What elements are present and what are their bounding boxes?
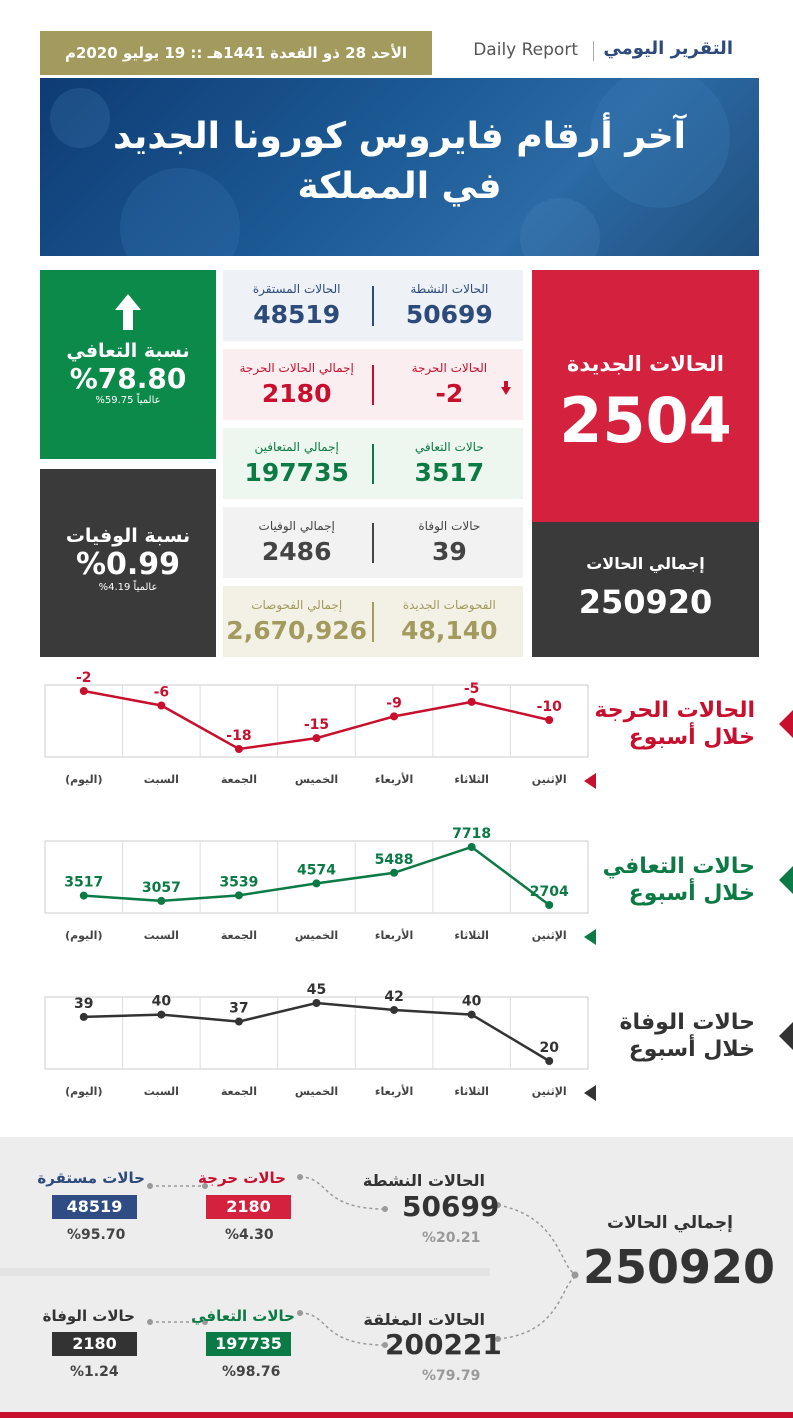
active-label: الحالات النشطة <box>410 282 489 296</box>
critical-total-label: إجمالي الحالات الحرجة <box>239 361 354 375</box>
active-value: 50699 <box>405 300 493 329</box>
divider <box>372 602 374 642</box>
data-point <box>157 1011 165 1019</box>
divider <box>372 286 374 326</box>
summary-stable-pct: %95.70 <box>67 1227 126 1243</box>
summary-recovered-value: 197735 <box>206 1332 291 1356</box>
header-divider <box>593 41 594 61</box>
section-marker-icon <box>779 1022 793 1050</box>
tick-label: الإثنين <box>531 1085 567 1098</box>
summary-stable-value: 48519 <box>52 1195 137 1219</box>
tick-label: الثلاثاء <box>454 929 489 942</box>
data-label: 45 <box>306 982 327 998</box>
data-point <box>313 999 321 1007</box>
new-cases-value: 2504 <box>559 384 732 457</box>
tick-label: الخميس <box>294 929 339 942</box>
tick-label: الخميس <box>294 773 339 786</box>
data-label: -10 <box>536 699 562 715</box>
tick-label: الأربعاء <box>374 929 414 942</box>
chart-title-line-2: خلال أسبوع <box>628 1037 755 1062</box>
data-point <box>313 879 321 887</box>
tick-label: (اليوم) <box>65 1085 103 1098</box>
tests-label: الفحوصات الجديدة <box>402 598 496 612</box>
recovered-card <box>223 428 523 499</box>
tick-label: الإثنين <box>531 929 567 942</box>
section-marker-icon <box>779 866 793 894</box>
total-cases-card <box>532 522 759 657</box>
tick-label: الجمعة <box>220 1085 257 1098</box>
data-label: -15 <box>303 717 330 734</box>
tests-value: 48,140 <box>401 616 498 645</box>
data-point <box>235 891 243 899</box>
data-label: 3539 <box>219 874 259 891</box>
new-cases-label: الحالات الجديدة <box>567 352 724 376</box>
recovery-rate-label: نسبة التعافي <box>66 340 190 362</box>
chart-title-line-1: حالات التعافي <box>602 854 755 879</box>
tick-label: الخميس <box>294 1085 339 1098</box>
stable-value: 48519 <box>253 300 341 329</box>
death-rate-global: عالمياً 4.19% <box>98 582 158 593</box>
summary-active-pct: %20.21 <box>422 1230 481 1246</box>
divider <box>372 523 374 563</box>
summary-recovered-pct: %98.76 <box>222 1364 281 1380</box>
tick-label: الثلاثاء <box>454 773 489 786</box>
data-label: 42 <box>384 988 404 1005</box>
summary-critical-label: حالات حرجة <box>198 1169 286 1187</box>
critical-label: الحالات الحرجة <box>411 361 488 375</box>
summary-total-value: 250920 <box>583 1240 776 1294</box>
chart-title <box>603 853 755 907</box>
divider <box>372 444 374 484</box>
death-rate-card <box>40 469 216 657</box>
data-label: 7718 <box>452 826 492 842</box>
data-point <box>468 1011 476 1019</box>
data-point <box>545 1057 553 1065</box>
summary-recovered-label: حالات التعافي <box>191 1307 295 1325</box>
active-stable-card <box>223 270 523 341</box>
data-label: -9 <box>386 695 402 712</box>
summary-active-label: الحالات النشطة <box>362 1171 485 1190</box>
tick-label: الجمعة <box>220 929 257 942</box>
recovered-label: حالات التعافي <box>414 440 484 454</box>
arrow-down-icon <box>501 381 511 395</box>
tick-label: (اليوم) <box>65 773 103 786</box>
summary-active-value: 50699 <box>402 1190 500 1223</box>
data-label: 40 <box>151 993 172 1010</box>
tests-total-label: إجمالي الفحوصات <box>251 598 343 612</box>
data-point <box>235 745 243 753</box>
pointer-icon <box>584 929 596 945</box>
data-point <box>468 698 476 706</box>
tick-label: السبت <box>143 773 179 786</box>
data-point <box>545 716 553 724</box>
summary-critical-pct: %4.30 <box>225 1227 274 1243</box>
report-title-en: Daily Report <box>473 40 578 60</box>
data-label: 4574 <box>297 862 336 879</box>
critical-card <box>223 349 523 420</box>
chart-title-line-1: الحالات الحرجة <box>594 698 755 723</box>
data-label: 5488 <box>374 851 414 868</box>
data-point <box>157 897 165 905</box>
data-label: 3517 <box>64 874 104 891</box>
data-label: -6 <box>153 684 170 701</box>
recovered-value: 3517 <box>414 458 485 487</box>
data-label: -2 <box>76 670 92 686</box>
banner-line-2: في المملكة <box>297 166 502 207</box>
recovered-total-label: إجمالي المتعافين <box>254 440 339 454</box>
new-cases-card <box>532 270 759 522</box>
arrow-up-icon <box>115 294 141 330</box>
critical-value: 2- <box>435 379 464 408</box>
deaths-label: حالات الوفاة <box>418 519 481 533</box>
data-point <box>235 1018 243 1026</box>
data-point <box>313 734 321 742</box>
section-marker-icon <box>779 710 793 738</box>
footer-bar <box>0 1412 793 1418</box>
tick-label: الأربعاء <box>374 1085 414 1098</box>
death-rate-value: %0.99 <box>75 547 181 582</box>
death-rate-label: نسبة الوفيات <box>65 525 191 547</box>
summary-deaths-value: 2180 <box>52 1332 137 1356</box>
tick-label: السبت <box>143 1085 179 1098</box>
deaths-value: 39 <box>431 537 467 566</box>
tests-card <box>223 586 523 657</box>
divider <box>372 365 374 405</box>
summary-stable-label: حالات مستقرة <box>37 1169 145 1187</box>
tests-total-value: 2,670,926 <box>226 616 368 645</box>
summary-deaths-pct: %1.24 <box>70 1364 119 1380</box>
data-label: 40 <box>461 993 482 1010</box>
deaths-total-value: 2486 <box>261 537 332 566</box>
data-point <box>80 1013 88 1021</box>
date-text: الأحد 28 ذو القعدة 1441هـ :: 19 يوليو 2020م <box>64 44 408 62</box>
report-title-ar: التقرير اليومي <box>603 38 733 59</box>
chart-title <box>619 1009 755 1063</box>
data-point <box>468 843 476 851</box>
summary-closed-pct: %79.79 <box>422 1368 481 1384</box>
tick-label: الثلاثاء <box>454 1085 489 1098</box>
data-label: 3057 <box>141 879 181 896</box>
summary-total-label: إجمالي الحالات <box>607 1213 733 1233</box>
summary-critical-value: 2180 <box>206 1195 291 1219</box>
date-bar <box>40 31 432 75</box>
pointer-icon <box>584 1085 596 1101</box>
total-cases-value: 250920 <box>578 583 713 621</box>
data-point <box>80 687 88 695</box>
banner <box>40 78 759 256</box>
recovered-total-value: 197735 <box>244 458 349 487</box>
data-label: -18 <box>226 728 252 744</box>
tick-label: (اليوم) <box>65 929 103 942</box>
critical-total-value: 2180 <box>261 379 332 408</box>
deaths-total-label: إجمالي الوفيات <box>258 519 335 533</box>
chart-title <box>594 697 755 751</box>
recovery-rate-value: %78.80 <box>69 362 187 395</box>
recovery-rate-global: عالمياً 59.75% <box>95 395 161 406</box>
summary-closed-label: الحالات المغلقة <box>363 1310 485 1329</box>
plot-frame <box>45 997 588 1069</box>
data-label: 2704 <box>529 884 569 900</box>
pointer-icon <box>584 773 596 789</box>
data-point <box>545 901 553 909</box>
data-point <box>80 892 88 900</box>
total-cases-label: إجمالي الحالات <box>586 554 705 573</box>
tick-label: السبت <box>143 929 179 942</box>
data-point <box>157 702 165 710</box>
summary-closed-value: 200221 <box>385 1328 502 1361</box>
data-point <box>390 712 398 720</box>
recovery-rate-card <box>40 270 216 459</box>
tick-label: الإثنين <box>531 773 567 786</box>
data-point <box>390 1006 398 1014</box>
chart-title-line-2: خلال أسبوع <box>628 725 755 750</box>
summary-deaths-label: حالات الوفاة <box>42 1307 135 1325</box>
data-label: 39 <box>74 995 94 1012</box>
data-label: 37 <box>229 1000 249 1017</box>
data-label: 20 <box>539 1040 559 1056</box>
deaths-card <box>223 507 523 578</box>
data-point <box>390 869 398 877</box>
tick-label: الأربعاء <box>374 773 414 786</box>
data-label: -5 <box>463 680 480 697</box>
banner-line-1: آخر أرقام فايروس كورونا الجديد <box>113 116 686 157</box>
chart-title-line-1: حالات الوفاة <box>619 1010 755 1035</box>
tick-label: الجمعة <box>220 773 257 786</box>
chart-title-line-2: خلال أسبوع <box>628 881 755 906</box>
stable-label: الحالات المستقرة <box>252 282 341 296</box>
